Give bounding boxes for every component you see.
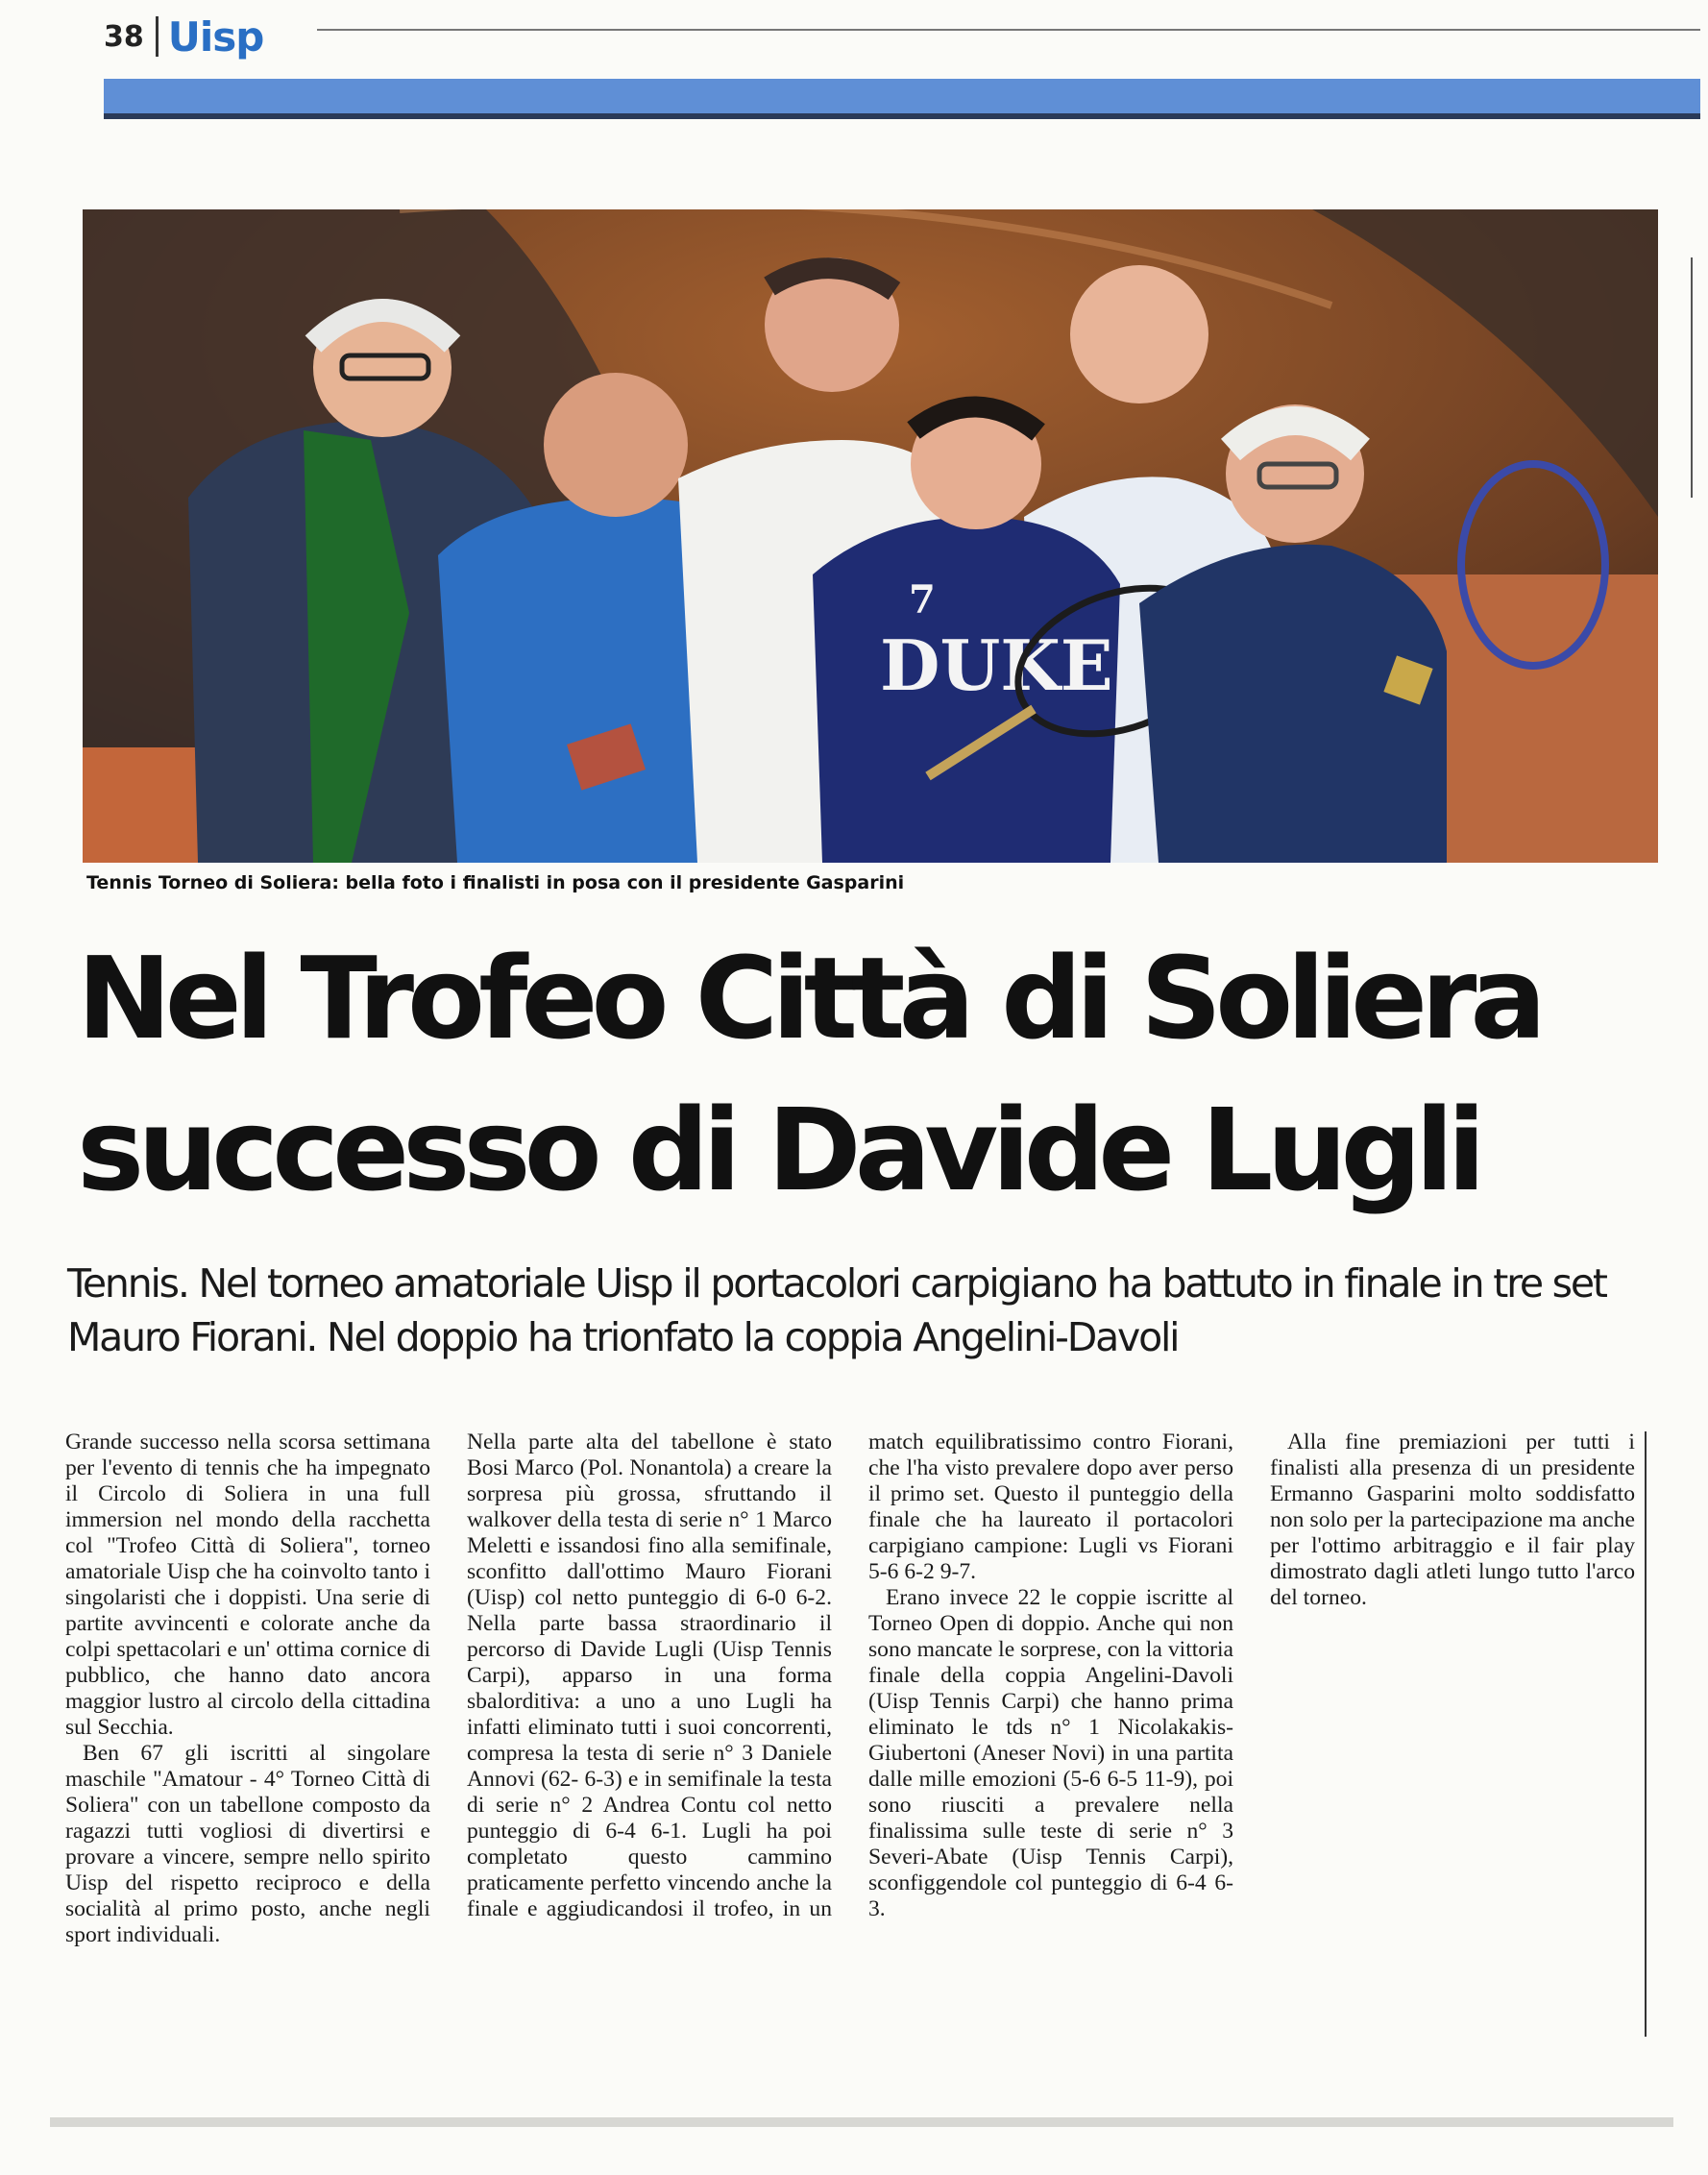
paragraph-1: Grande successo nella scorsa settimana per l'evento di tennis che ha impegnato il Circolo di Soliera in una full immersion nel mondo della racchetta col "Trofeo Città di Soliera", torneo amatoriale Uisp che ha coinvolto tanto i singolaristi che i doppisti. Una serie di partite avvincenti e colorate anche da colpi spettacolari e un' ottima cornice di pubblico, che hanno dato ancora maggior lustro al circolo della cittadina sul Secchia. <box>65 1430 430 1740</box>
column-4 <box>1270 1430 1635 1948</box>
paragraph-3: Nella parte alta del tabellone è stato Bosi Marco (Pol. Nonantola) a creare la sorpresa più grossa, sfruttando il walkover della testa di serie n° 1 Marco Meletti e issandosi fino alla semifinale, sconfitto dall'ottimo Mauro Fiorani (Uisp) col netto punteggio di 6-0 6-2. Nella parte bassa straordinario il percorso di Davide Lugli (Uisp Tennis Carpi), apparso in una forma sbalorditiva: a uno a uno Lugli ha infatti eliminato tutti i suoi concorrenti, compresa la testa di serie n° 3 Daniele Annovi (62- 6-3) e in semifinale la testa di serie n° 2 Andrea Contu col netto punteggio di 6-4 6-1. Lugli ha poi completato questo cammino praticamente perfetto vincendo anche la finale e aggiudicandosi il trofeo, in un match equilibratissimo contro Fiorani, che l'ha visto prevalere dopo aver perso il primo set. Questo il punteggio della finale che ha laureato il portacolori carpigiano campione: Lugli vs Fiorani 5-6 6-2 9-7. <box>467 1430 1233 1921</box>
header-band <box>104 79 1700 113</box>
article-photo <box>83 209 1658 863</box>
paragraph-5: Alla fine premiazioni per tutti i finalisti alla presenza di un presidente Ermanno Gasparini molto soddisfatto non solo per la partecipazione ma anche per l'ottimo arbitraggio e il fair play dimostrato dagli atleti lungo tutto l'arco del torneo. <box>1270 1430 1635 1610</box>
margin-rule <box>1691 257 1693 498</box>
finalists-photo <box>83 209 1658 863</box>
page-number: 38 <box>104 19 144 54</box>
svg-text:7: 7 <box>909 577 936 623</box>
headline-line-2: successo di Davide Lugli <box>77 1084 1479 1216</box>
svg-text:DUKE: DUKE <box>880 624 1113 706</box>
headline <box>77 922 1652 1226</box>
header-divider <box>156 16 159 57</box>
column-rule <box>1645 1431 1647 2037</box>
column-1 <box>65 1430 430 1948</box>
photo-caption: Tennis Torneo di Soliera: bella foto i finalisti in posa con il presidente Gasparini <box>86 872 905 893</box>
paragraph-4: Erano invece 22 le coppie iscritte al Torneo Open di doppio. Anche qui non sono mancate le sorprese, con la vittoria finale della coppia Angelini-Davoli (Uisp Tennis Carpi) che hanno prima eliminato le tds n° 1 Nicolakakis-Giubertoni (Aneser Novi) in una partita dalle mille emozioni (5-6 6-5 11-9), poi sono riusciti a prevalere nella finalissima sulle teste di serie n° 3 Severi-Abate (Uisp Tennis Carpi), sconfiggendole col punteggio di 6-4 6-3. <box>868 1585 1233 1921</box>
paragraph-2: Ben 67 gli iscritti al singolare maschile "Amatour - 4° Torneo Città di Soliera" con un tabellone composto da ragazzi tutti vogliosi di divertirsi e provare a vincere, sempre nello spirito Uisp del rispetto reciproco e della socialità al primo posto, anche negli sport individuali. <box>65 1741 430 1947</box>
header-rule <box>317 29 1700 31</box>
headline-line-1: Nel Trofeo Città di Soliera <box>77 932 1540 1064</box>
footer-rule <box>50 2117 1673 2127</box>
page-header <box>104 8 263 65</box>
brand-logo: Uisp <box>167 12 264 61</box>
header-band-shadow <box>104 113 1700 119</box>
column-2-3 <box>467 1430 1233 1948</box>
subtitle: Tennis. Nel torneo amatoriale Uisp il portacolori carpigiano ha battuto in finale in tre set Mauro Fiorani. Nel doppio ha trionfato la coppia Angelini-Davoli <box>67 1260 1606 1360</box>
article-body <box>65 1430 1641 1948</box>
